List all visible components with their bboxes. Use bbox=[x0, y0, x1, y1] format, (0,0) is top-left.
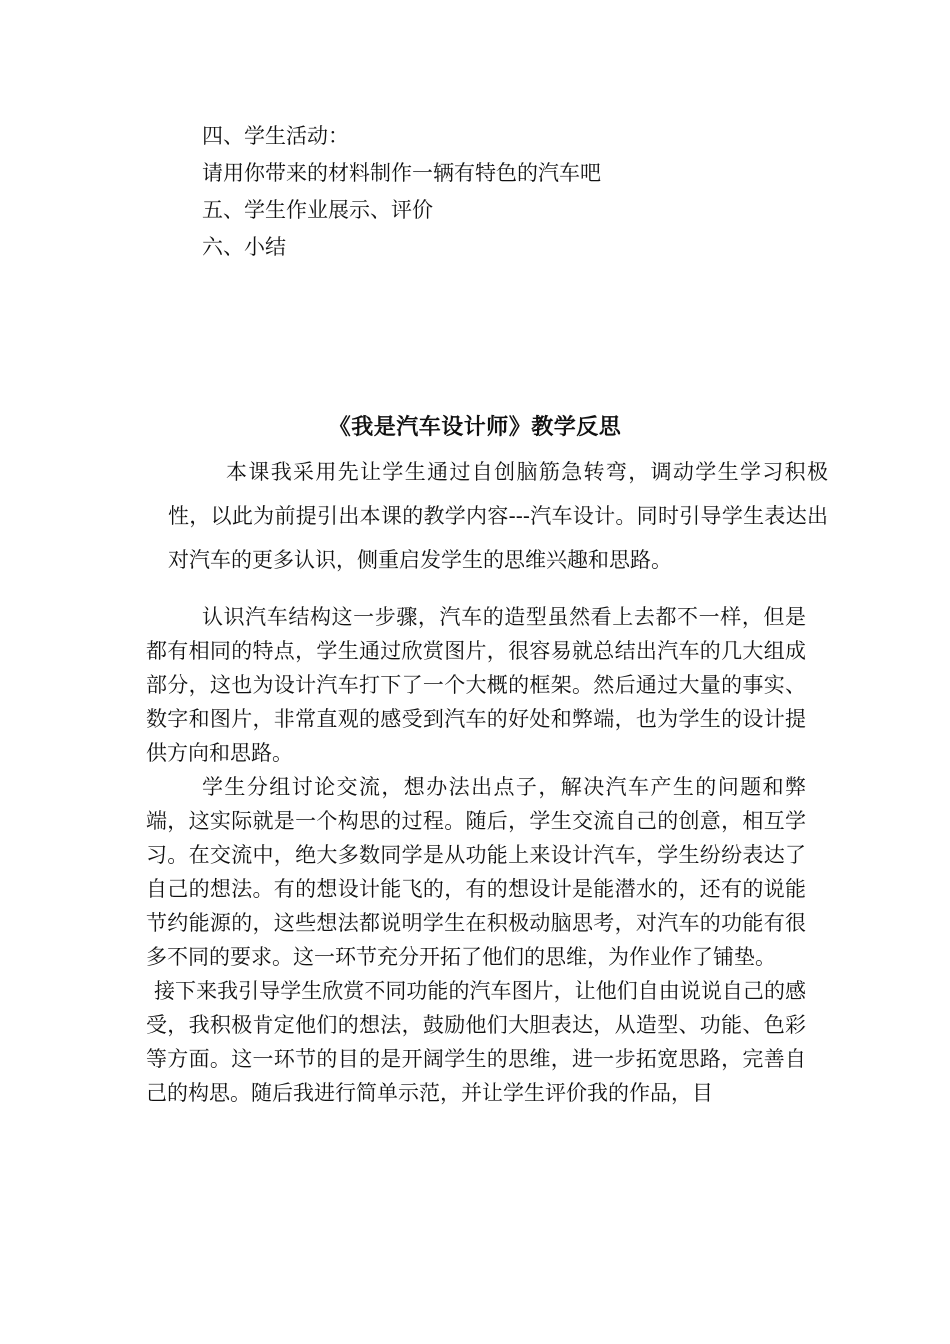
reflection-title: 《我是汽车设计师》教学反思 bbox=[328, 414, 622, 440]
outline-item-6: 六、小结 bbox=[202, 235, 286, 259]
reflection-paragraph-4: 接下来我引导学生欣赏不同功能的汽车图片，让他们自由说说自己的感受，我积极肯定他们的想法，鼓励他们大胆表达，从造型、功能、色彩等方面。这一环节的目的是开阔学生的思维，进一步拓宽思路，完善自己的构思。随后我进行简单示范，并让学生评价我的作品，目 bbox=[146, 979, 806, 1105]
lesson-outline bbox=[202, 118, 842, 266]
outline-item-4-text: 请用你带来的材料制作一辆有特色的汽车吧 bbox=[202, 161, 601, 185]
outline-item-5: 五、学生作业展示、评价 bbox=[202, 198, 433, 222]
reflection-paragraph-1: 本课我采用先让学生通过自创脑筋急转弯，调动学生学习积极性，以此为前提引出本课的教学内容---汽车设计。同时引导学生表达出对汽车的更多认识，侧重启发学生的思维兴趣和思路。 bbox=[168, 460, 828, 572]
reflection-body bbox=[146, 600, 806, 1110]
outline-item-4: 四、学生活动： bbox=[202, 124, 349, 148]
reflection-paragraph-2: 认识汽车结构这一步骤，汽车的造型虽然看上去都不一样，但是都有相同的特点，学生通过欣赏图片，很容易就总结出汽车的几大组成部分，这也为设计汽车打下了一个大概的框架。然后通过大量的事实、数字和图片，非常直观的感受到汽车的好处和弊端，也为学生的设计提供方向和思路。 bbox=[146, 605, 806, 765]
reflection-paragraph-3: 学生分组讨论交流，想办法出点子，解决汽车产生的问题和弊端，这实际就是一个构思的过程。随后，学生交流自己的创意，相互学习。在交流中，绝大多数同学是从功能上来设计汽车，学生纷纷表达了自己的想法。有的想设计能飞的，有的想设计是能潜水的，还有的说能节约能源的，这些想法都说明学生在积极动脑思考，对汽车的功能有很多不同的要求。这一环节充分开拓了他们的思维，为作业作了铺垫。 bbox=[146, 775, 806, 969]
